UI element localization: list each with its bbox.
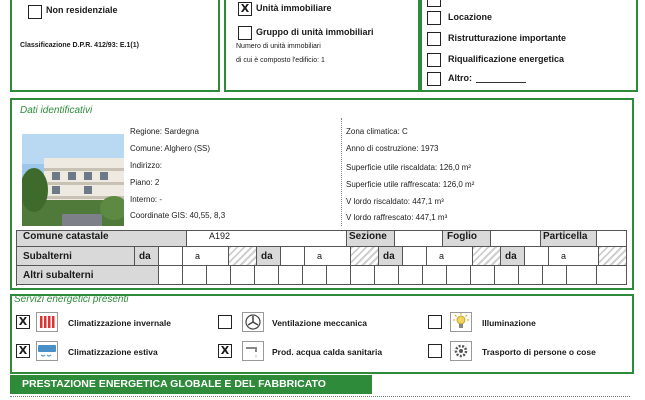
- altri-cell-7: [303, 266, 327, 285]
- trasporto-label: Trasporto di persone o cose: [482, 347, 596, 357]
- comune-catastale-header: Comune catastale: [17, 231, 187, 247]
- gruppo-unita-checkbox[interactable]: [238, 26, 252, 40]
- unita-immobiliare-label: Unità immobiliare: [256, 3, 332, 13]
- riqualificazione-label: Riqualificazione energetica: [448, 54, 565, 64]
- v-lordo-riscaldato-text: V lordo riscaldato: 447,1 m³: [346, 197, 444, 206]
- altri-cell-8: [327, 266, 351, 285]
- sub-da-2: da: [257, 247, 281, 266]
- altro-line: [476, 82, 526, 83]
- comune-text: Comune: Alghero (SS): [130, 144, 211, 153]
- riqualificazione-checkbox[interactable]: [427, 53, 441, 67]
- ristrutturazione-label: Ristrutturazione importante: [448, 33, 567, 43]
- faucet-icon: [242, 341, 264, 361]
- climatizzazione-estiva-label: Climatizzazione estiva: [68, 347, 158, 357]
- catasto-table: [16, 230, 627, 286]
- zona-climatica-text: Zona climatica: C: [346, 127, 408, 136]
- acqua-calda-sanitaria-checkbox[interactable]: X: [218, 344, 232, 358]
- altri-cell-4: [231, 266, 255, 285]
- altri-cell-13: [447, 266, 471, 285]
- prestazione-energetica-banner: PRESTAZIONE ENERGETICA GLOBALE E DEL FABBRICATO: [10, 375, 372, 394]
- regione-text: Regione: Sardegna: [130, 127, 199, 136]
- trasporto-checkbox[interactable]: [428, 344, 442, 358]
- superficie-riscaldata-text: Superficie utile riscaldata: 126,0 m²: [346, 163, 471, 172]
- climatizzazione-invernale-checkbox[interactable]: X: [16, 315, 30, 329]
- particella-header: Particella: [541, 231, 597, 247]
- unita-immobiliare-checkbox[interactable]: X: [238, 2, 252, 16]
- sub-cell-3: [403, 247, 427, 266]
- locazione-checkbox[interactable]: [427, 11, 441, 25]
- altri-cell-14: [471, 266, 495, 285]
- indirizzo-text: Indirizzo:: [130, 161, 163, 170]
- particella-value: [597, 231, 627, 247]
- superficie-raffrescata-text: Superficie utile raffrescata: 126,0 m²: [346, 180, 475, 189]
- elevator-gear-icon: [450, 341, 472, 361]
- non-residenziale-label: Non residenziale: [46, 5, 118, 15]
- altri-cell-17: [543, 266, 567, 285]
- altri-cell-1: [159, 266, 183, 285]
- subalterni-header: Subalterni: [17, 247, 135, 266]
- comune-catastale-value: A192: [187, 231, 347, 247]
- sub-hatch-1: [229, 247, 257, 266]
- altri-subalterni-header: Altri subalterni: [17, 266, 159, 285]
- gruppo-unita-label: Gruppo di unità immobiliari: [256, 27, 374, 37]
- ventilazione-meccanica-checkbox[interactable]: [218, 315, 232, 329]
- air-conditioner-icon: [36, 341, 58, 361]
- sub-a-4: a: [549, 247, 599, 266]
- altri-cell-10: [375, 266, 399, 285]
- climatizzazione-invernale-label: Climatizzazione invernale: [68, 318, 171, 328]
- v-lordo-raffrescato-text: V lordo raffrescato: 447,1 m³: [346, 213, 448, 222]
- altro-checkbox[interactable]: [427, 72, 441, 86]
- numero-unita-line2: di cui è composto l'edificio: 1: [236, 57, 325, 64]
- illuminazione-label: Illuminazione: [482, 318, 536, 328]
- motivazione-checkbox-top[interactable]: [427, 0, 441, 7]
- altri-cell-9: [351, 266, 375, 285]
- coordinate-gis-text: Coordinate GIS: 40,55, 8,3: [130, 211, 226, 220]
- illuminazione-checkbox[interactable]: [428, 315, 442, 329]
- banner-underline: [10, 396, 630, 397]
- sub-da-3: da: [379, 247, 403, 266]
- foglio-value: [491, 231, 541, 247]
- sub-a-1: a: [183, 247, 229, 266]
- climatizzazione-estiva-checkbox[interactable]: X: [16, 344, 30, 358]
- servizi-title: Servizi energetici presenti: [14, 294, 129, 305]
- altri-cell-15: [495, 266, 519, 285]
- sub-hatch-4: [599, 247, 627, 266]
- sub-cell-2: [281, 247, 305, 266]
- dati-identificativi-title: Dati identificativi: [20, 105, 93, 116]
- dati-divider: [341, 118, 342, 226]
- sub-hatch-2: [351, 247, 379, 266]
- altro-label: Altro:: [448, 73, 472, 83]
- altri-cell-5: [255, 266, 279, 285]
- sub-a-3: a: [427, 247, 473, 266]
- sezione-value: [395, 231, 443, 247]
- altri-cell-2: [183, 266, 207, 285]
- altri-cell-3: [207, 266, 231, 285]
- sub-hatch-3: [473, 247, 501, 266]
- sub-a-2: a: [305, 247, 351, 266]
- numero-unita-line1: Numero di unità immobiliari: [236, 43, 321, 50]
- locazione-label: Locazione: [448, 12, 493, 22]
- building-photo: [22, 134, 124, 226]
- altri-cell-11: [399, 266, 423, 285]
- sub-cell-1: [159, 247, 183, 266]
- acqua-calda-sanitaria-label: Prod. acqua calda sanitaria: [272, 347, 383, 357]
- radiator-icon: [36, 312, 58, 332]
- sub-cell-4: [525, 247, 549, 266]
- altri-cell-18: [567, 266, 597, 285]
- piano-text: Piano: 2: [130, 178, 160, 187]
- altri-cell-12: [423, 266, 447, 285]
- servizi-box: [10, 294, 634, 374]
- foglio-header: Foglio: [443, 231, 491, 247]
- altri-cell-16: [519, 266, 543, 285]
- anno-costruzione-text: Anno di costruzione: 1973: [346, 144, 439, 153]
- non-residenziale-checkbox[interactable]: [28, 5, 42, 19]
- sub-da-4: da: [501, 247, 525, 266]
- sezione-header: Sezione: [347, 231, 395, 247]
- interno-text: Interno: -: [130, 195, 163, 204]
- altri-cell-6: [279, 266, 303, 285]
- classificazione-text: Classificazione D.P.R. 412/93: E.1(1): [20, 42, 139, 49]
- lightbulb-icon: [450, 312, 472, 332]
- ristrutturazione-checkbox[interactable]: [427, 32, 441, 46]
- fan-icon: [242, 312, 264, 332]
- sub-da-1: da: [135, 247, 159, 266]
- ventilazione-meccanica-label: Ventilazione meccanica: [272, 318, 367, 328]
- altri-cell-19: [597, 266, 627, 285]
